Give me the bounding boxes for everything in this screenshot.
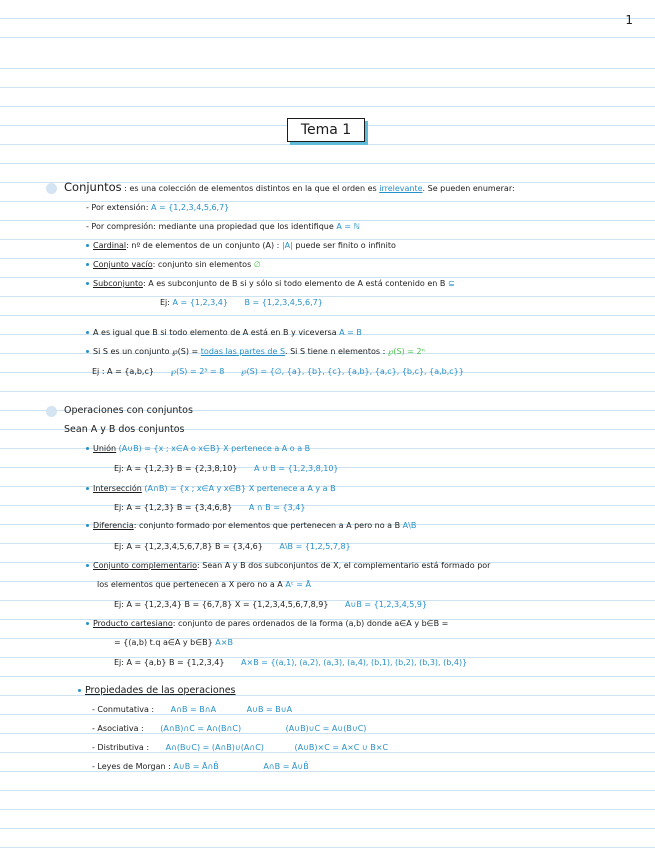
bullet-icon bbox=[86, 331, 89, 334]
comprension-line: - Por compresión: mediante una propiedad que los identifique A = ℕ bbox=[86, 222, 360, 231]
subconjunto-example: Ej: A = {1,2,3,4} B = {1,2,3,4,5,6,7} bbox=[160, 298, 323, 307]
producto-line: Producto cartesiano: conjunto de pares ordenados de la forma (a,b) donde a∈A y b∈B = bbox=[86, 618, 448, 630]
propiedades-heading: Propiedades de las operaciones bbox=[78, 685, 236, 697]
conjuntos-heading: Conjuntos bbox=[64, 180, 122, 194]
operaciones-heading: Operaciones con conjuntos bbox=[64, 405, 193, 416]
page-title: Tema 1 bbox=[287, 118, 365, 142]
partes-example: Ej : A = {a,b,c} ℘(S) = 2³ = 8 ℘(S) = {∅, {a}, {b}, {c}, {a,b}, {a,c}, {b,c}, {a,b,c}} bbox=[92, 367, 464, 376]
union-line: Unión (A∪B) = {x ; x∈A o x∈B} X pertenece a A o a B bbox=[86, 443, 310, 455]
distributiva-line: - Distributiva : A∩(B∪C) = (A∩B)∪(A∩C) (A∪B)×C = A×C ∪ B×C bbox=[92, 743, 389, 752]
cardinal-line: Cardinal: nº de elementos de un conjunto (A) : |A| puede ser finito o infinito bbox=[86, 240, 396, 252]
partes-line: Si S es un conjunto ℘(S) = todas las partes de S. Si S tiene n elementos : ℘(S) = 2ⁿ bbox=[86, 346, 425, 358]
bullet-icon bbox=[86, 244, 89, 247]
bullet-icon bbox=[86, 524, 89, 527]
conjuntos-definition: Conjuntos : es una colección de elementos distintos en la que el orden es irrelevante. Se pueden enumerar: bbox=[64, 180, 515, 194]
union-example: Ej: A = {1,2,3} B = {2,3,8,10} A ∪ B = {1,2,3,8,10} bbox=[114, 464, 339, 473]
bullet-icon bbox=[86, 622, 89, 625]
igual-line: A es igual que B si todo elemento de A está en B y viceversa A = B bbox=[86, 327, 362, 339]
bullet-icon bbox=[86, 487, 89, 490]
extension-line: - Por extensión: A = {1,2,3,4,5,6,7} bbox=[86, 203, 230, 212]
producto-example: Ej: A = {a,b} B = {1,2,3,4} A×B = {(a,1), (a,2), (a,3), (a,4), (b,1), (b,2), (b,3), (b,4)} bbox=[114, 658, 468, 667]
bullet-icon bbox=[86, 263, 89, 266]
complementario-line-2: los elementos que pertenecen a X pero no a A Aᶜ = Ā bbox=[97, 580, 312, 589]
bullet-icon bbox=[78, 689, 81, 692]
bullet-icon bbox=[46, 183, 57, 194]
bullet-icon bbox=[86, 564, 89, 567]
subconjunto-line: Subconjunto: A es subconjunto de B si y sólo si todo elemento de A está contenido en B ⊆ bbox=[86, 278, 455, 290]
complementario-line: Conjunto complementario: Sean A y B dos subconjuntos de X, el complementario está formado por bbox=[86, 560, 490, 572]
bullet-icon bbox=[86, 350, 89, 353]
bullet-icon bbox=[86, 447, 89, 450]
diferencia-line: Diferencia: conjunto formado por elementos que pertenecen a A pero no a B A\B bbox=[86, 520, 416, 532]
bullet-icon bbox=[46, 406, 57, 417]
operaciones-intro: Sean A y B dos conjuntos bbox=[64, 424, 185, 435]
interseccion-line: Intersección (A∩B) = {x ; x∈A y x∈B} X pertenece a A y a B bbox=[86, 483, 336, 495]
morgan-line: - Leyes de Morgan : A∪B = Ā∩B̄ A∩B = Ā∪B̄ bbox=[92, 762, 309, 771]
producto-line-2: = {(a,b) t.q a∈A y b∈B} A×B bbox=[114, 638, 233, 647]
vacio-line: Conjunto vacío: conjunto sin elementos ∅ bbox=[86, 259, 261, 271]
bullet-icon bbox=[86, 282, 89, 285]
complementario-example: Ej: A = {1,2,3,4} B = {6,7,8} X = {1,2,3,4,5,6,7,8,9} A∪B = {1,2,3,4,5,9} bbox=[114, 600, 428, 609]
diferencia-example: Ej: A = {1,2,3,4,5,6,7,8} B = {3,4,6} A\B = {1,2,5,7,8} bbox=[114, 542, 351, 551]
keyword-irrelevante: irrelevante bbox=[379, 184, 423, 193]
conmutativa-line: - Conmutativa : A∩B = B∩A A∪B = B∪A bbox=[92, 705, 293, 714]
interseccion-example: Ej: A = {1,2,3} B = {3,4,6,8} A ∩ B = {3,4} bbox=[114, 503, 306, 512]
asociativa-line: - Asociativa : (A∩B)∩C = A∩(B∩C) (A∪B)∪C = A∪(B∪C) bbox=[92, 724, 367, 733]
page-number: 1 bbox=[625, 13, 633, 27]
